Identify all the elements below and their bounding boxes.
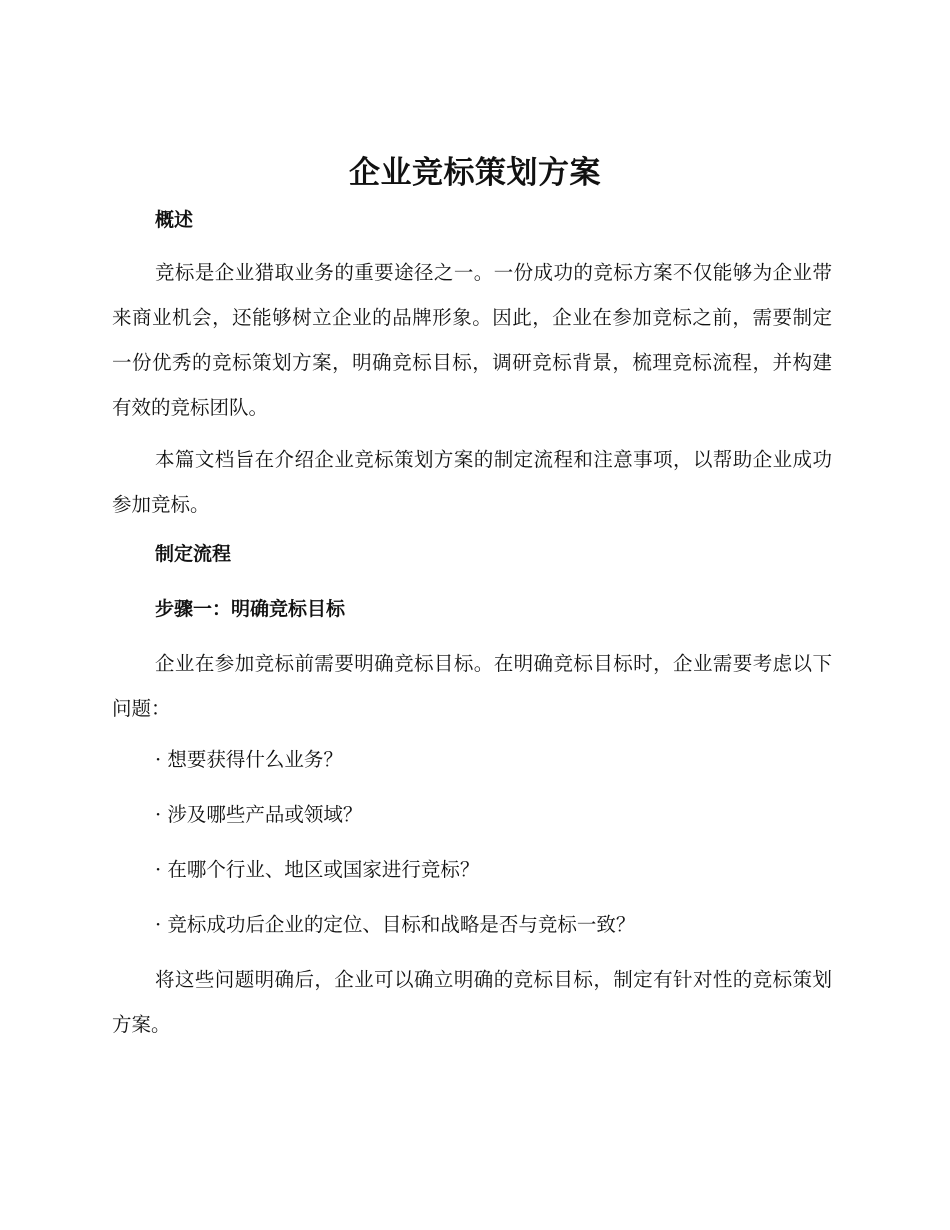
overview-heading: 概述 bbox=[155, 209, 194, 231]
overview-paragraph-1: 竞标是企业猎取业务的重要途径之一。一份成功的竞标方案不仅能够为企业带来商业机会，还能够树立企业的品牌形象。因此，企业在参加竞标之前，需要制定一份优秀的竞标策划方案，明确竞标目标，调研竞标背景，梳理竞标流程，并构建有效的竞标团队。 bbox=[112, 261, 832, 419]
list-item: · 涉及哪些产品或领域？ bbox=[155, 803, 363, 826]
step1-paragraph-1: 企业在参加竞标前需要明确竞标目标。在明确竞标目标时，企业需要考虑以下问题： bbox=[112, 652, 832, 720]
document-title: 企业竞标策划方案 bbox=[349, 155, 601, 191]
process-heading: 制定流程 bbox=[155, 543, 232, 565]
step1-paragraph-2: 将这些问题明确后，企业可以确立明确的竞标目标，制定有针对性的竞标策划方案。 bbox=[112, 968, 832, 1036]
list-item: · 在哪个行业、地区或国家进行竞标？ bbox=[155, 858, 480, 881]
overview-paragraph-2: 本篇文档旨在介绍企业竞标策划方案的制定流程和注意事项，以帮助企业成功参加竞标。 bbox=[112, 448, 832, 516]
step1-heading: 步骤一：明确竞标目标 bbox=[155, 598, 346, 620]
list-item: · 竞标成功后企业的定位、目标和战略是否与竞标一致？ bbox=[155, 913, 636, 936]
list-item: · 想要获得什么业务？ bbox=[155, 748, 343, 771]
